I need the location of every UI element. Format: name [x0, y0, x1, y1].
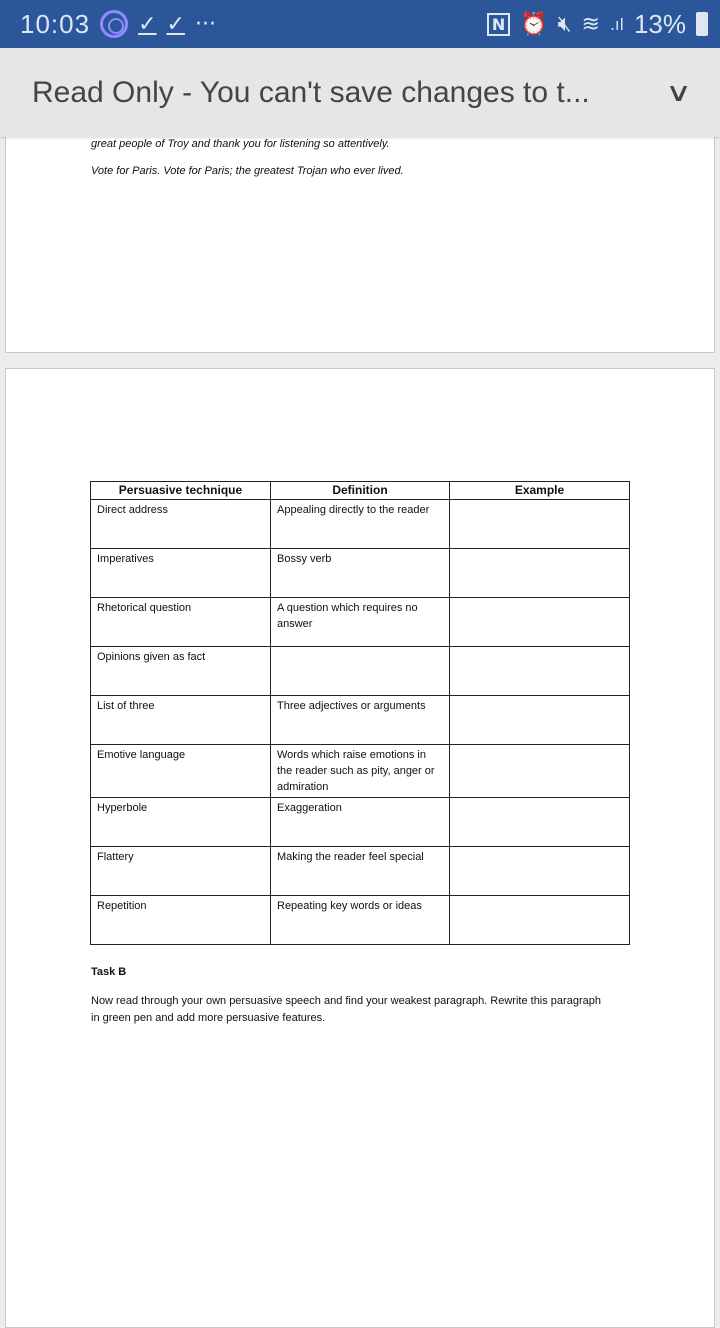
threads-icon — [100, 10, 128, 38]
paragraph: great people of Troy and thank you for listening so attentively. — [91, 138, 390, 150]
table-cell — [450, 647, 630, 696]
table-cell: Appealing directly to the reader — [271, 500, 450, 549]
signal-icon: .ıl — [609, 14, 624, 34]
task-heading: Task B — [91, 966, 127, 978]
read-only-banner[interactable] — [0, 48, 720, 137]
table-row — [91, 598, 630, 647]
table-cell — [450, 696, 630, 745]
table-cell: Opinions given as fact — [91, 647, 271, 696]
table-row — [91, 647, 630, 696]
table-cell: Flattery — [91, 847, 271, 896]
paragraph: Vote for Paris. Vote for Paris; the greatest Trojan who ever lived. — [91, 165, 404, 177]
table-cell: Imperatives — [91, 549, 271, 598]
table-row — [91, 847, 630, 896]
column-header: Persuasive technique — [91, 482, 271, 500]
document-page — [5, 100, 715, 353]
task-body: Now read through your own persuasive speech and find your weakest paragraph. Rewrite this paragraph in green pen and add more persuasive features. — [91, 995, 601, 1024]
status-bar — [0, 0, 720, 48]
table-cell: Making the reader feel special — [271, 847, 450, 896]
nfc-icon: N — [487, 13, 510, 36]
battery-charging-icon — [696, 12, 708, 36]
mute-icon: 🔇︎ — [557, 11, 572, 37]
table-cell — [450, 745, 630, 798]
clock: 10:03 — [20, 8, 91, 39]
table-cell: Exaggeration — [271, 798, 450, 847]
table-row — [91, 798, 630, 847]
table-cell — [450, 549, 630, 598]
table-cell: Words which raise emotions in the reader such as pity, anger or admiration — [271, 745, 450, 798]
table-row — [91, 896, 630, 945]
table-cell — [450, 798, 630, 847]
table-cell: Bossy verb — [271, 549, 450, 598]
table-cell — [450, 500, 630, 549]
table-row — [91, 745, 630, 798]
check-icon: ✓ — [166, 11, 185, 37]
techniques-table — [90, 481, 630, 945]
document-page — [5, 368, 715, 1328]
wifi-icon: ≋ — [581, 11, 600, 37]
table-cell: Three adjectives or arguments — [271, 696, 450, 745]
table-cell — [450, 896, 630, 945]
table-row — [91, 500, 630, 549]
table-cell: Direct address — [91, 500, 271, 549]
more-icon: ··· — [194, 11, 216, 37]
table-cell — [271, 647, 450, 696]
table-cell — [450, 598, 630, 647]
table-cell — [450, 847, 630, 896]
check-icon: ✓ — [138, 11, 157, 37]
table-cell: Emotive language — [91, 745, 271, 798]
battery-level: 13% — [633, 8, 686, 39]
table-cell: A question which requires no answer — [271, 598, 450, 647]
table-cell: Repeating key words or ideas — [271, 896, 450, 945]
alarm-icon: ⏰ — [520, 11, 548, 37]
table-row — [91, 549, 630, 598]
column-header: Definition — [271, 482, 450, 500]
column-header: Example — [450, 482, 630, 500]
table-cell: Rhetorical question — [91, 598, 271, 647]
table-row — [91, 696, 630, 745]
table-cell: Repetition — [91, 896, 271, 945]
table-cell: List of three — [91, 696, 271, 745]
chevron-down-icon[interactable]: ∨ — [665, 77, 692, 108]
table-cell: Hyperbole — [91, 798, 271, 847]
banner-title: Read Only - You can't save changes to t... — [32, 75, 590, 109]
